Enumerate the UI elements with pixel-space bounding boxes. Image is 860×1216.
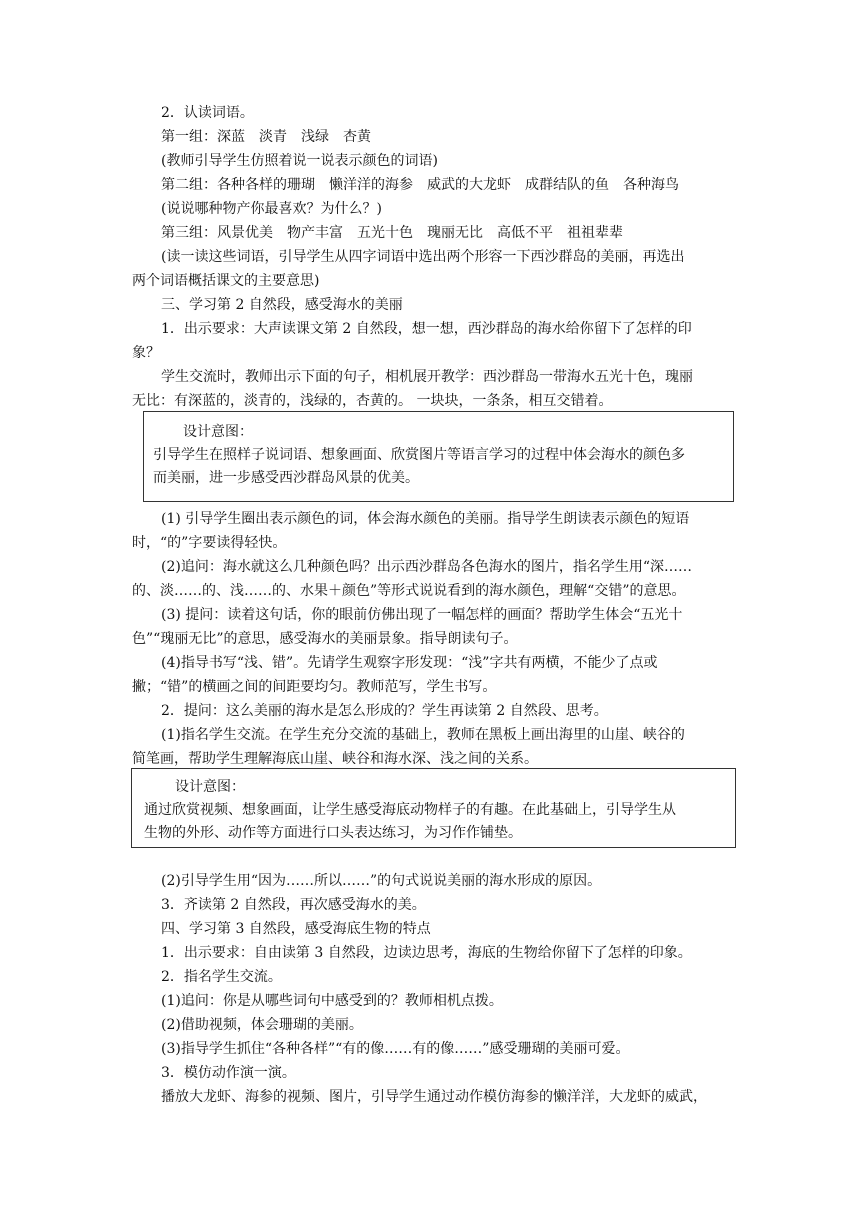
text-line: 3．模仿动作演一演。 — [161, 1065, 296, 1081]
text-line: 象？ — [132, 345, 160, 361]
text-line: 第一组：深蓝 淡青 浅绿 杏黄 — [161, 129, 371, 145]
section-heading: 四、学习第 3 自然段，感受海底生物的特点 — [161, 921, 431, 937]
text-line: 2．指名学生交流。 — [161, 969, 282, 985]
text-line: 1．出示要求：大声读课文第 2 自然段，想一想，西沙群岛的海水给你留下了怎样的印 — [161, 321, 692, 337]
text-line: (1) 引导学生圈出表示颜色的词，体会海水颜色的美丽。指导学生朗读表示颜色的短语 — [161, 511, 690, 527]
text-line: (3)指导学生抓住“各种各样”“有的像……有的像……”感受珊瑚的美丽可爱。 — [161, 1041, 630, 1057]
text-line: 3．齐读第 2 自然段，再次感受海水的美。 — [161, 897, 426, 913]
text-line: 的、淡……的、浅……的、水果＋颜色”等形式说说看到的海水颜色，理解“交错”的意思。 — [132, 583, 686, 599]
text-line: 1．出示要求：自由读第 3 自然段，边读边思考，海底的生物给你留下了怎样的印象。 — [161, 945, 692, 961]
text-line: (4)指导书写“浅、错”。先请学生观察字形发现：“浅”字共有两横，不能少了点或 — [161, 655, 658, 671]
text-line: 第二组：各种各样的珊瑚 懒洋洋的海参 威武的大龙虾 成群结队的鱼 各种海鸟 — [161, 177, 679, 193]
design-intent-box — [131, 768, 736, 848]
design-intent-text: 引导学生在照样子说词语、想象画面、欣赏图片等语言学习的过程中体会海水的颜色多 — [153, 447, 685, 463]
text-line: (2)引导学生用“因为……所以……”的句式说说美丽的海水形成的原因。 — [161, 873, 602, 889]
text-line: 色”“瑰丽无比”的意思，感受海水的美丽景象。指导朗读句子。 — [132, 631, 518, 647]
text-line: 第三组：风景优美 物产丰富 五光十色 瑰丽无比 高低不平 祖祖辈辈 — [161, 225, 623, 241]
text-line: 简笔画，帮助学生理解海底山崖、峡谷和海水深、浅之间的关系。 — [132, 751, 538, 767]
text-line: (2)追问：海水就这么几种颜色吗？出示西沙群岛各色海水的图片，指名学生用“深…… — [161, 559, 692, 575]
text-line: 播放大龙虾、海参的视频、图片，引导学生通过动作模仿海参的懒洋洋，大龙虾的威武， — [161, 1089, 707, 1105]
text-line: (1)追问：你是从哪些词句中感受到的？教师相机点拨。 — [161, 993, 503, 1009]
text-line: 2．提问：这么美丽的海水是怎么形成的？学生再读第 2 自然段、思考。 — [161, 703, 608, 719]
design-intent-box — [143, 411, 734, 502]
text-line: 2．认读词语。 — [161, 105, 254, 121]
text-line: (读一读这些词语，引导学生从四字词语中选出两个形容一下西沙群岛的美丽，再选出 — [161, 249, 685, 265]
section-heading: 三、学习第 2 自然段，感受海水的美丽 — [161, 297, 403, 313]
text-line: 无比：有深蓝的，淡青的，浅绿的，杏黄的。 一块块，一条条，相互交错着。 — [132, 393, 613, 409]
text-line: (说说哪种物产你最喜欢？为什么？) — [161, 201, 382, 217]
text-line: 学生交流时，教师出示下面的句子，相机展开教学：西沙群岛一带海水五光十色，瑰丽 — [161, 369, 693, 385]
design-intent-text: 通过欣赏视频、想象画面，让学生感受海底动物样子的有趣。在此基础上，引导学生从 — [144, 802, 676, 818]
text-line: (2)借助视频，体会珊瑚的美丽。 — [161, 1017, 363, 1033]
text-line: (教师引导学生仿照着说一说表示颜色的词语) — [161, 153, 438, 169]
design-intent-title: 设计意图： — [183, 424, 253, 440]
text-line: (1)指名学生交流。在学生充分交流的基础上，教师在黑板上画出海里的山崖、峡谷的 — [161, 727, 685, 743]
design-intent-text: 而美丽，进一步感受西沙群岛风景的优美。 — [153, 470, 419, 486]
design-intent-title: 设计意图： — [175, 779, 245, 795]
text-line: 撇；“错”的横画之间的间距要均匀。教师范写，学生书写。 — [132, 679, 497, 695]
text-line: 时，“的”字要读得轻快。 — [132, 535, 287, 551]
text-line: (3) 提问：读着这句话，你的眼前仿佛出现了一幅怎样的画面？帮助学生体会“五光十 — [161, 607, 683, 623]
text-line: 两个词语概括课文的主要意思) — [132, 273, 320, 289]
design-intent-text: 生物的外形、动作等方面进行口头表达练习，为习作作铺垫。 — [144, 825, 522, 841]
